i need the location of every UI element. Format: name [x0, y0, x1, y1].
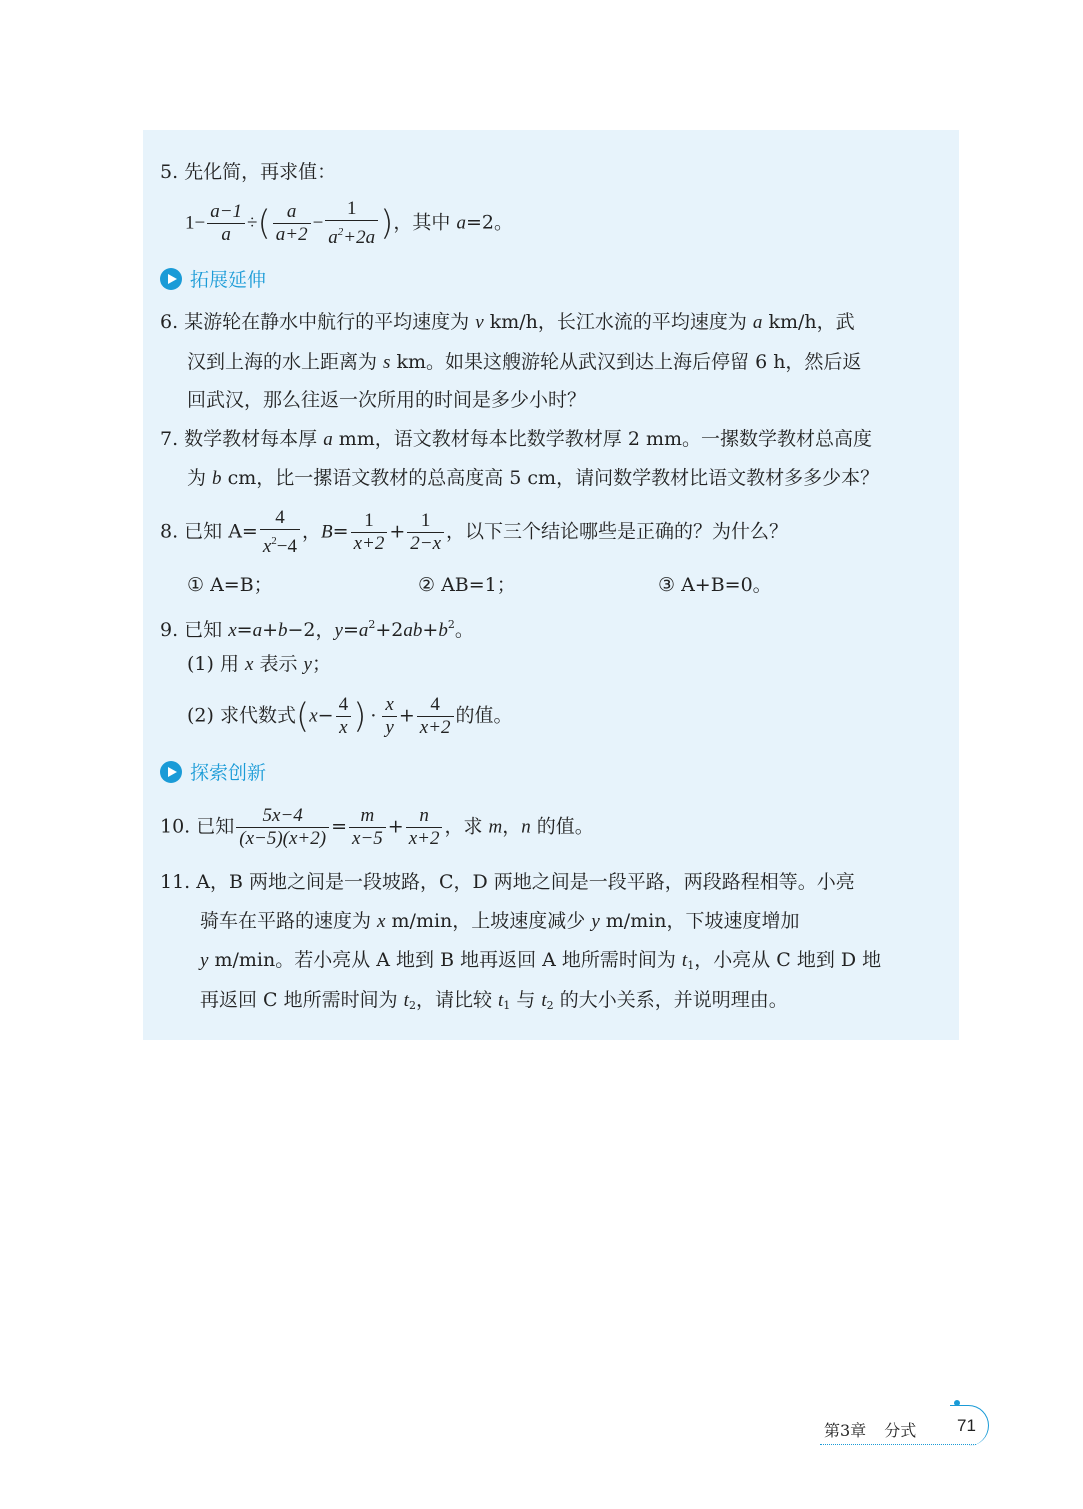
question-7-line-1: 7. 数学教材每本厚 a mm，语文教材每本比数学教材厚 2 mm。一摞数学教材总高度: [160, 428, 872, 450]
question-6-line-1: 6. 某游轮在静水中航行的平均速度为 v km/h，长江水流的平均速度为 a km/h，武: [160, 311, 855, 333]
question-11-line-2: 骑车在平路的速度为 x m/min，上坡速度减少 y m/min，下坡速度增加: [200, 910, 800, 932]
fraction: $\frac{n}{x+2}$: [406, 805, 443, 850]
fraction: $\frac{1}{2-x}$: [407, 510, 444, 555]
footer-chapter: 第3章 分式: [824, 1421, 917, 1440]
fraction: $\frac{5x-4}{(x-5)(x+2)}$: [236, 805, 329, 850]
play-icon: [160, 761, 182, 783]
fraction: $\frac{x}{y}$: [382, 694, 396, 739]
question-10-statement: 10. 已知 $\frac{5x-4}{(x-5)(x+2)}$ = $\frac{m}{x-5}$ + $\frac{n}{x+2}$ ，求 m，n 的值。: [160, 805, 594, 849]
fraction: $\frac{4}{x}$: [336, 694, 352, 739]
question-6-line-3: 回武汉，那么往返一次所用的时间是多少小时？: [187, 389, 587, 411]
fraction: $\frac{4}{x^2-4}$: [260, 507, 300, 558]
question-9-statement: 9. 已知 x=a+b−2，$y=a^2+2ab+b^2$。: [160, 618, 474, 641]
question-7-line-2: 为 b cm，比一摞语文教材的总高度高 5 cm，请问数学教材比语文教材多多少本？: [187, 467, 880, 489]
question-6-line-2: 汉到上海的水上距离为 s km。如果这艘游轮从武汉到达上海后停留 6 h，然后返: [187, 351, 862, 373]
fraction: $\frac{1}{x+2}$: [351, 510, 388, 555]
question-8-option-3: ③ A+B=0。: [658, 574, 772, 596]
section-heading-explore: 探索创新: [160, 761, 266, 785]
section-heading-extend: 拓展延伸: [160, 268, 266, 292]
fraction: $\frac{1}{a^2+2a}$: [325, 198, 378, 249]
fraction: $\frac{a-1}{a}$: [207, 201, 245, 246]
question-5-expression: 1− $\frac{a-1}{a}$ ÷( $\frac{a}{a+2}$ − $\frac{1}{a^2+2a}$ )，其中 a=2。: [185, 198, 513, 248]
question-9-part-1: (1) 用 x 表示 y；: [187, 653, 331, 675]
question-11-line-1: 11. A，B 两地之间是一段坡路，C，D 两地之间是一段平路，两段路程相等。小亮: [160, 871, 855, 893]
footer-dotted-rule: [820, 1444, 976, 1445]
footer-chapter-title: 分式: [884, 1421, 917, 1440]
page-number: 71: [957, 1416, 976, 1435]
fraction: $\frac{4}{x+2}$: [417, 694, 454, 739]
question-8-option-1: ① A=B；: [187, 574, 273, 596]
question-8-option-2: ② AB=1；: [418, 574, 516, 596]
play-icon: [160, 268, 182, 290]
fraction: $\frac{a}{a+2}$: [273, 201, 311, 246]
fraction: $\frac{m}{x-5}$: [349, 805, 386, 850]
question-8-statement: 8. 已知 A= $\frac{4}{x^2-4}$ ，B= $\frac{1}{x+2}$ + $\frac{1}{2-x}$ ，以下三个结论哪些是正确的？为什么？: [160, 507, 789, 557]
question-11-line-3: y m/min。若小亮从 A 地到 B 地再返回 A 地所需时间为 $t_1$，小亮从 C 地到 D 地: [200, 949, 882, 972]
question-11-line-4: 再返回 C 地所需时间为 $t_2$，请比较 $t_1$ 与 $t_2$ 的大小关系，并说明理由。: [200, 989, 788, 1012]
question-9-part-2: (2) 求代数式(x− $\frac{4}{x}$ ) · $\frac{x}{y}$ + $\frac{4}{x+2}$ 的值。: [187, 694, 513, 738]
question-5-title: 5. 先化简，再求值：: [160, 161, 337, 183]
